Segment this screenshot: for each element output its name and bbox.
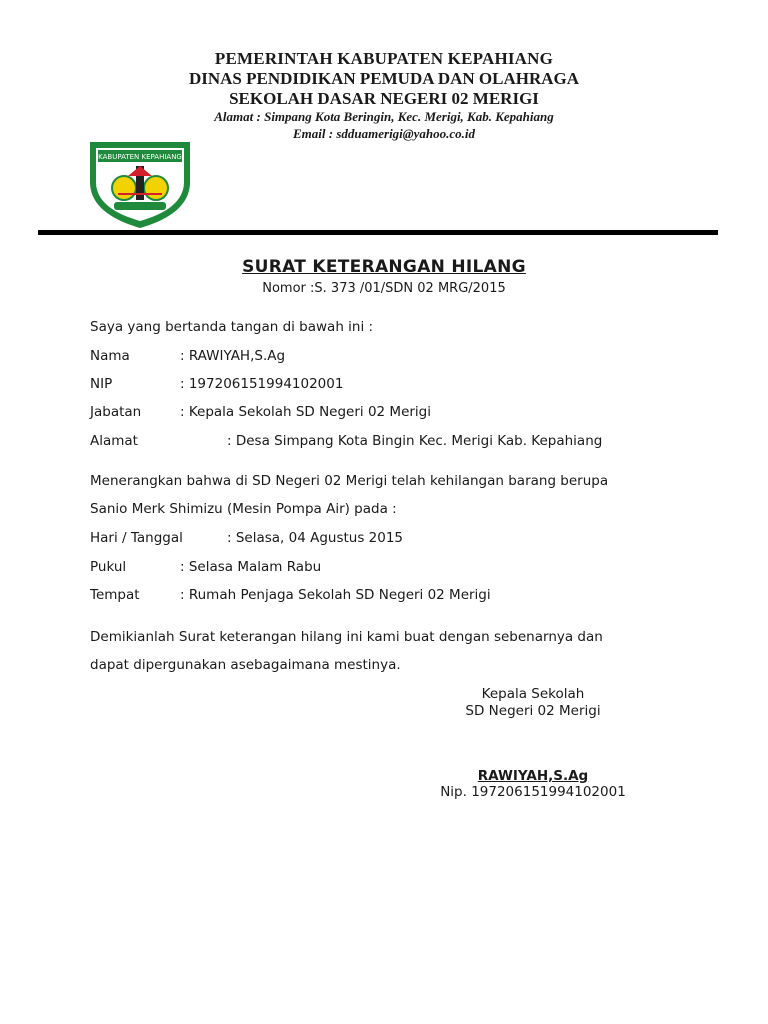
field-row-tempat [0, 587, 768, 605]
letterhead-address: Alamat : Simpang Kota Beringin, Kec. Merigi, Kab. Kepahiang [214, 109, 554, 124]
field-row-alamat [0, 433, 768, 451]
field-value: : Kepala Sekolah SD Negeri 02 Merigi [180, 404, 431, 420]
letterhead-department: DINAS PENDIDIKAN PEMUDA DAN OLAHRAGA [188, 69, 580, 88]
field-row-hari-tanggal [0, 530, 768, 548]
letterhead-email: Email : sdduamerigi@yahoo.co.id [293, 126, 475, 141]
signature-position: Kepala Sekolah [481, 686, 585, 702]
statement-line-2: Sanio Merk Shimizu (Mesin Pompa Air) pada : [90, 501, 397, 517]
closing-line-2: dapat dipergunakan asebagaimana mestinya. [90, 657, 401, 673]
field-label: Jabatan [90, 404, 142, 420]
field-label: Hari / Tanggal [90, 530, 183, 546]
field-row-pukul [0, 559, 768, 577]
field-value: : Rumah Penjaga Sekolah SD Negeri 02 Merigi [180, 587, 491, 603]
statement-line-1: Menerangkan bahwa di SD Negeri 02 Merigi telah kehilangan barang berupa [90, 473, 609, 489]
field-value: : Selasa Malam Rabu [180, 559, 322, 575]
letter-number: Nomor :S. 373 /01/SDN 02 MRG/2015 [262, 281, 506, 296]
letter-title: SURAT KETERANGAN HILANG [242, 257, 526, 277]
letterhead-government: PEMERINTAH KABUPATEN KEPAHIANG [214, 49, 554, 68]
signature-name: RAWIYAH,S.Ag [477, 768, 589, 784]
closing-line-1: Demikianlah Surat keterangan hilang ini kami buat dengan sebenarnya dan [90, 629, 603, 645]
signature-nip: Nip. 197206151994102001 [440, 784, 626, 800]
field-label: Pukul [90, 559, 127, 575]
regency-logo-icon [84, 136, 196, 230]
field-row-nip [0, 376, 768, 394]
field-label: Nama [90, 348, 130, 364]
letterhead-school: SEKOLAH DASAR NEGERI 02 MERIGI [229, 89, 539, 108]
field-value: : 197206151994102001 [180, 376, 344, 392]
field-label: NIP [90, 376, 113, 392]
field-row-nama [0, 348, 768, 366]
field-label: Tempat [90, 587, 140, 603]
field-value: : RAWIYAH,S.Ag [180, 348, 286, 364]
field-label: Alamat [90, 433, 138, 449]
svg-text:KABUPATEN KEPAHIANG: KABUPATEN KEPAHIANG [98, 153, 182, 161]
intro-text: Saya yang bertanda tangan di bawah ini : [90, 319, 374, 335]
letterhead-divider [38, 230, 718, 235]
field-value: : Selasa, 04 Agustus 2015 [227, 530, 404, 546]
signature-school: SD Negeri 02 Merigi [465, 703, 601, 719]
field-row-jabatan [0, 404, 768, 422]
field-value: : Desa Simpang Kota Bingin Kec. Merigi Kab. Kepahiang [227, 433, 603, 449]
